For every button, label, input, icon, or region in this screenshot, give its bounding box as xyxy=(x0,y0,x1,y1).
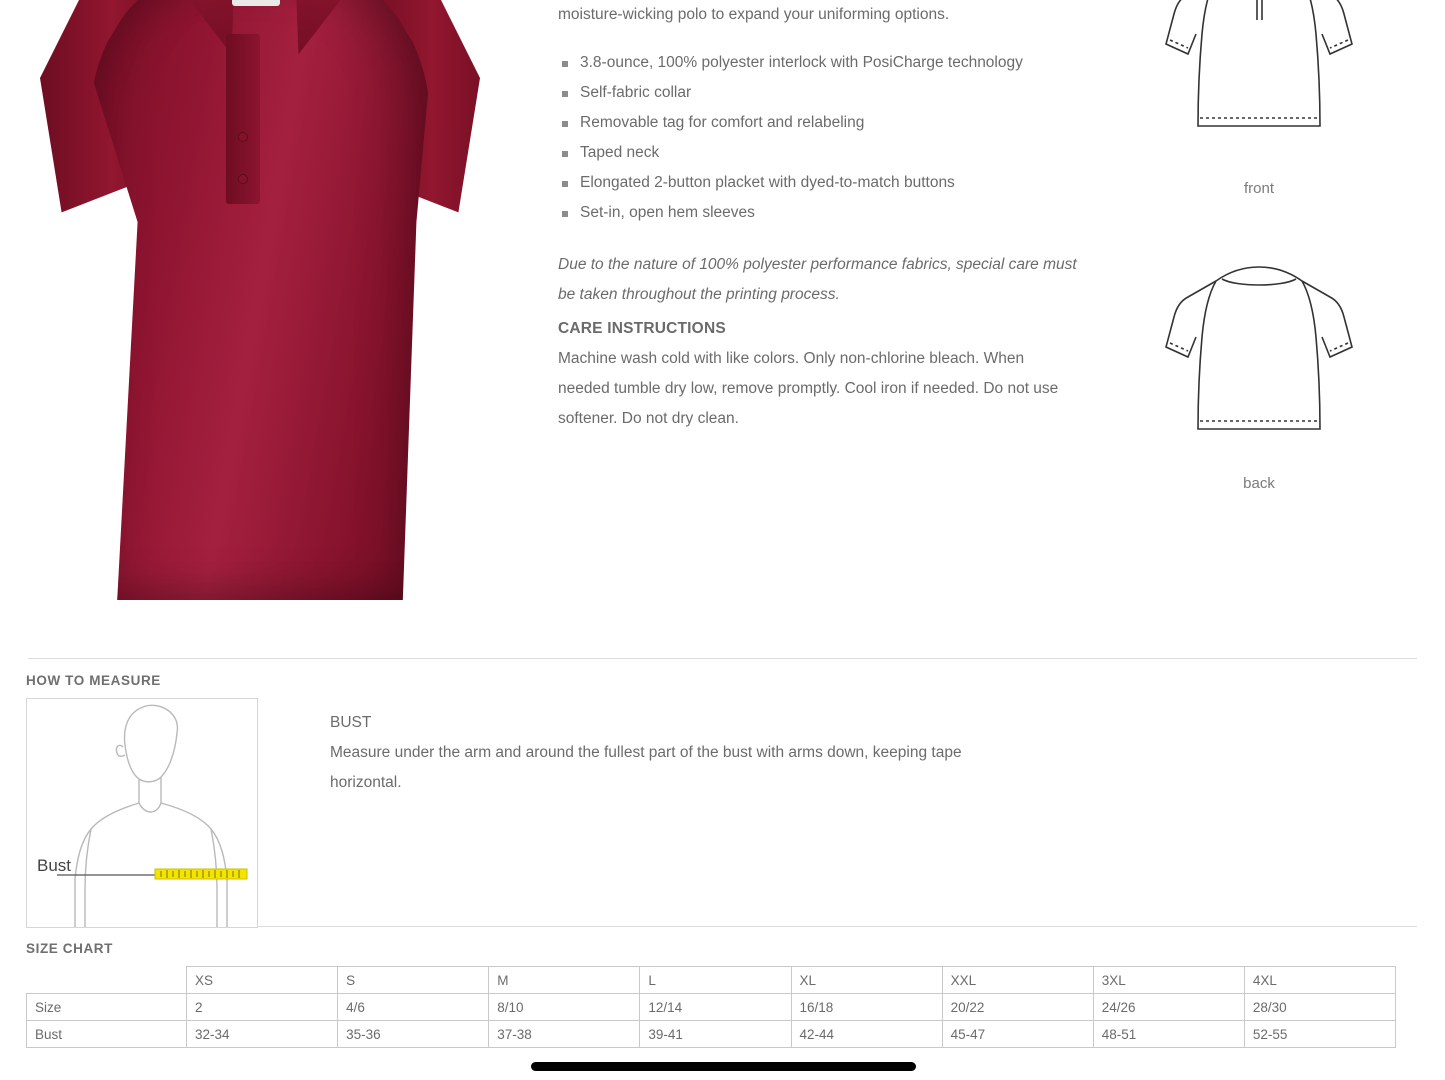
table-cell: 20/22 xyxy=(942,994,1093,1021)
row-label: Size xyxy=(27,994,187,1021)
description-intro: moisture-wicking polo to expand your uniforming options. xyxy=(558,6,950,23)
table-cell: 37-38 xyxy=(489,1021,640,1048)
product-line-drawings xyxy=(1109,0,1409,548)
table-cell: 35-36 xyxy=(338,1021,489,1048)
care-instructions-text: Machine wash cold with like colors. Only non-chlorine bleach. When needed tumble dry low, remove promptly. Cool iron if needed. Do not use softener. Do not dry clean. xyxy=(558,350,1059,427)
column-header: 4XL xyxy=(1244,967,1395,994)
size-chart-table xyxy=(26,966,1396,1048)
button-upper xyxy=(238,132,248,142)
table-cell: 2 xyxy=(187,994,338,1021)
table-header-row xyxy=(27,967,1396,994)
table-cell: 45-47 xyxy=(942,1021,1093,1048)
front-caption: front xyxy=(1243,180,1274,197)
row-label: Bust xyxy=(27,1021,187,1048)
table-cell: 52-55 xyxy=(1244,1021,1395,1048)
table-cell: 32-34 xyxy=(187,1021,338,1048)
care-instructions-title: CARE INSTRUCTIONS xyxy=(558,320,726,337)
feature-item: Self-fabric collar xyxy=(558,78,1078,108)
shirt-body xyxy=(90,0,430,600)
column-header: XXL xyxy=(942,967,1093,994)
button-lower xyxy=(238,174,248,184)
front-view-icon xyxy=(1144,0,1374,178)
column-header: 3XL xyxy=(1093,967,1244,994)
table-cell: 42-44 xyxy=(791,1021,942,1048)
how-to-measure-row xyxy=(0,698,1445,926)
table-cell: 16/18 xyxy=(791,994,942,1021)
column-header: XL xyxy=(791,967,942,994)
product-description xyxy=(558,0,1078,434)
shirt-collar xyxy=(190,0,340,80)
feature-item: Taped neck xyxy=(558,138,1078,168)
bust-measure-figure xyxy=(26,698,258,928)
bust-label: BUST xyxy=(330,714,372,731)
redaction-bar xyxy=(531,1062,916,1071)
bust-instructions xyxy=(330,708,1030,798)
feature-list xyxy=(558,48,1078,228)
table-cell: 39-41 xyxy=(640,1021,791,1048)
table-row xyxy=(27,994,1396,1021)
brand-neck-tag xyxy=(232,0,280,6)
feature-item: Set-in, open hem sleeves xyxy=(558,198,1078,228)
column-header: XS xyxy=(187,967,338,994)
printing-note: Due to the nature of 100% polyester performance fabrics, special care must be taken throughout the printing process. xyxy=(558,256,1077,303)
bust-figure-label: Bust xyxy=(37,856,72,875)
shirt-placket xyxy=(226,34,260,204)
back-view-icon xyxy=(1144,253,1374,473)
back-caption: back xyxy=(1243,475,1275,492)
feature-item: Removable tag for comfort and relabeling xyxy=(558,108,1078,138)
column-header xyxy=(27,967,187,994)
size-chart-title: SIZE CHART xyxy=(26,941,113,956)
table-cell: 4/6 xyxy=(338,994,489,1021)
how-to-measure-title: HOW TO MEASURE xyxy=(26,673,161,688)
table-cell: 48-51 xyxy=(1093,1021,1244,1048)
product-photo xyxy=(0,0,520,660)
feature-item: 3.8-ounce, 100% polyester interlock with PosiCharge technology xyxy=(558,48,1078,78)
bust-description: Measure under the arm and around the fullest part of the bust with arms down, keeping tape horizontal. xyxy=(330,744,962,791)
feature-item: Elongated 2-button placket with dyed-to-match buttons xyxy=(558,168,1078,198)
column-header: L xyxy=(640,967,791,994)
size-chart-wrapper xyxy=(0,966,1445,1048)
table-cell: 28/30 xyxy=(1244,994,1395,1021)
column-header: S xyxy=(338,967,489,994)
table-cell: 8/10 xyxy=(489,994,640,1021)
table-row xyxy=(27,1021,1396,1048)
table-cell: 12/14 xyxy=(640,994,791,1021)
polo-shirt-illustration xyxy=(40,0,480,600)
column-header: M xyxy=(489,967,640,994)
table-cell: 24/26 xyxy=(1093,994,1244,1021)
